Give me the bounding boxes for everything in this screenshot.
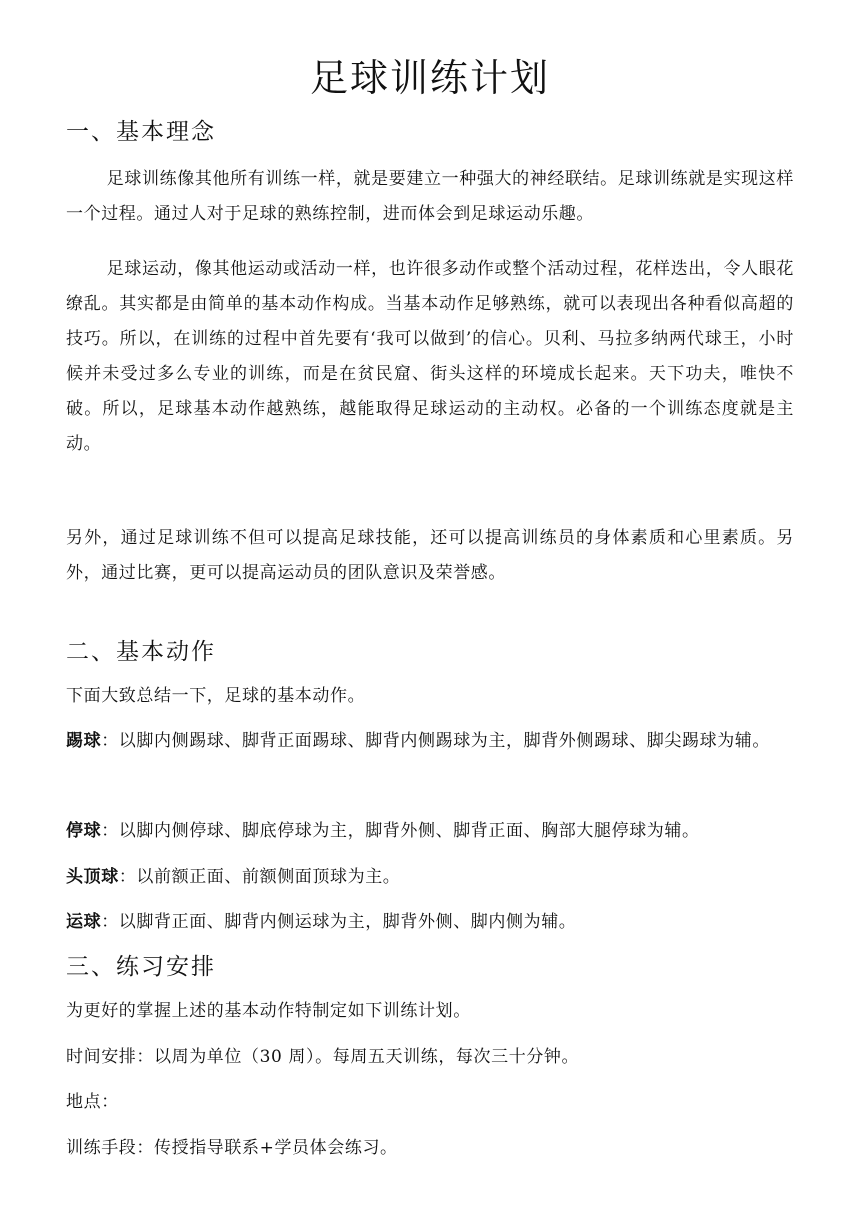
section-3-line-3: 地点： [66,1092,119,1112]
basic-action-item [66,814,794,849]
section-3-line-1: 为更好的掌握上述的基本动作特制定如下训练计划。 [66,1001,471,1021]
action-text-trapping: ：以脚内侧停球、脚底停球为主，脚背外侧、脚背正面、胸部大腿停球为辅。 [101,821,700,841]
section-3-line-4: 训练手段：传授指导联系+学员体会练习。 [66,1138,398,1158]
action-label-dribbling: 运球 [66,912,102,932]
section-3-line-2: 时间安排：以周为单位（30 周）。每周五天训练，每次三十分钟。 [66,1047,580,1067]
section-2-intro: 下面大致总结一下，足球的基本动作。 [66,686,366,706]
basic-action-item [66,724,794,759]
section-1-heading: 一、基本理念 [66,119,216,145]
action-label-heading: 头顶球 [66,867,119,887]
section-1-paragraph-3: 另外，通过足球训练不但可以提高足球技能，还可以提高训练员的身体素质和心里素质。另外，通过比赛，更可以提高运动员的团队意识及荣誉感。 [66,528,794,583]
action-text-heading: ：以前额正面、前额侧面顶球为主。 [118,867,401,887]
section-1-paragraph-2: 足球运动，像其他运动或活动一样，也许很多动作或整个活动过程，花样迭出，令人眼花缭乱。其实都是由简单的基本动作构成。当基本动作足够熟练，就可以表现出各种看似高超的技巧。所以，在训练的过程中首先要有‘我可以做到’的信心。贝利、马拉多纳两代球王，小时候并未受过多么专业的训练，而是在贫民窟、街头这样的环境成长起来。天下功夫，唯快不破。所以，足球基本动作越熟练，越能取得足球运动的主动权。必备的一个训练态度就是主动。 [66,259,794,454]
action-label-kicking: 踢球 [66,731,102,751]
action-label-trapping: 停球 [66,821,102,841]
action-text-kicking: ：以脚内侧踢球、脚背正面踢球、脚背内侧踢球为主，脚背外侧踢球、脚尖踢球为辅。 [101,731,771,751]
basic-action-item [66,860,794,895]
document-title: 足球训练计划 [309,56,550,100]
action-text-dribbling: ：以脚背正面、脚背内侧运球为主，脚背外侧、脚内侧为辅。 [101,912,577,932]
section-2-heading: 二、基本动作 [66,639,216,665]
basic-action-item [66,905,794,940]
section-3-heading: 三、练习安排 [66,954,216,980]
section-1-paragraph-1: 足球训练像其他所有训练一样，就是要建立一种强大的神经联结。足球训练就是实现这样一个过程。通过人对于足球的熟练控制，进而体会到足球运动乐趣。 [66,169,794,224]
